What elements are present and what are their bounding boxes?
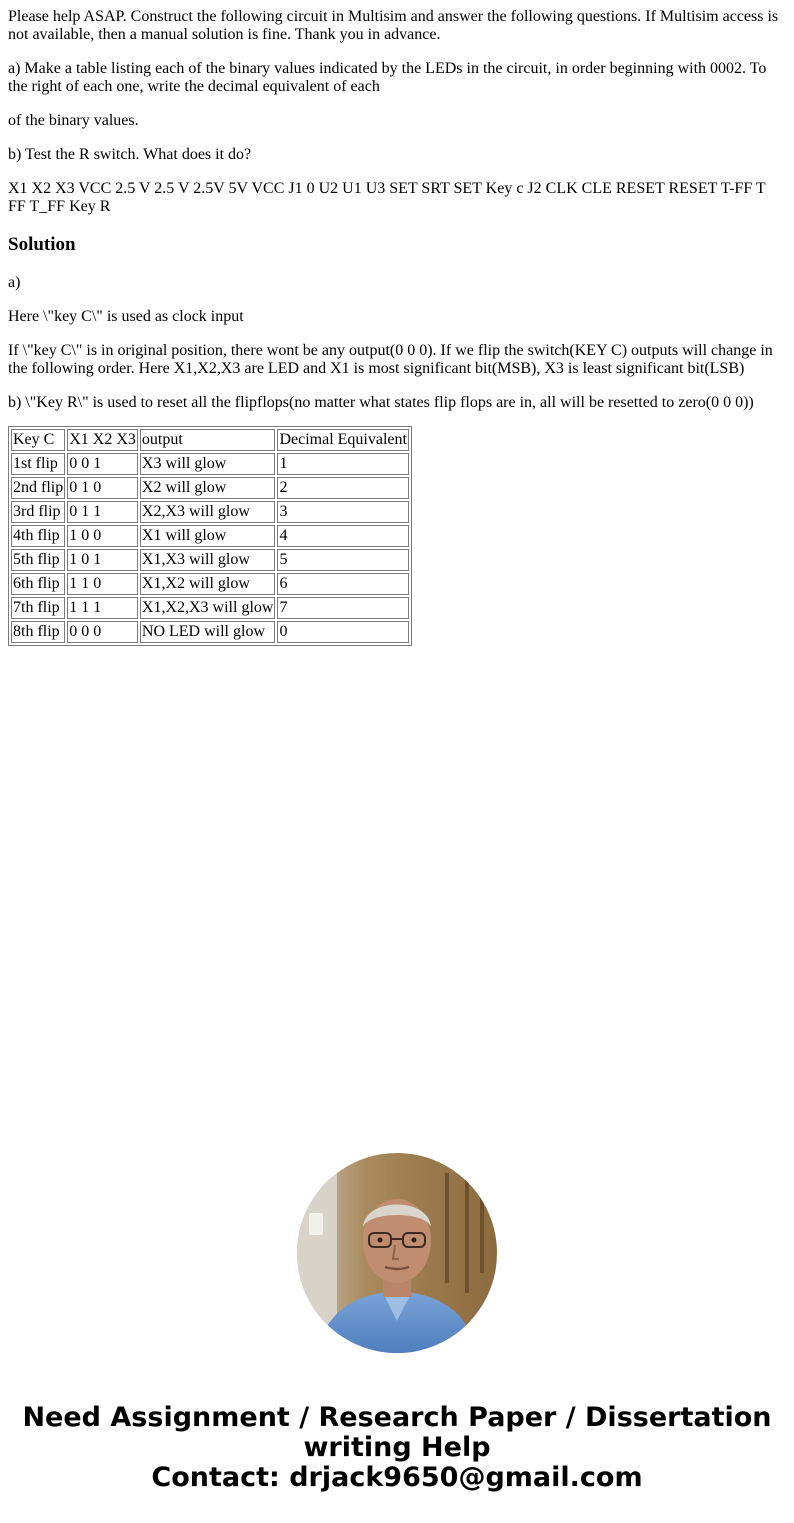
cell-key-c: 7th flip	[11, 597, 65, 619]
cell-bits: 0 1 0	[67, 477, 138, 499]
header-output: output	[140, 429, 276, 451]
cell-key-c: 3rd flip	[11, 501, 65, 523]
cell-key-c: 1st flip	[11, 453, 65, 475]
question-part-b: b) Test the R switch. What does it do?	[8, 146, 252, 163]
solution-a-label: a)	[8, 274, 21, 291]
cell-bits: 1 0 0	[67, 525, 138, 547]
cell-decimal: 7	[277, 597, 409, 619]
question-part-a: a) Make a table listing each of the binary values indicated by the LEDs in the circuit, in order beginning with 0002. To the right of each one, write the decimal equivalent of each	[8, 60, 767, 95]
table-row	[11, 501, 409, 523]
cell-decimal: 3	[277, 501, 409, 523]
author-photo	[297, 1153, 497, 1353]
table-row	[11, 453, 409, 475]
table-row	[11, 525, 409, 547]
promo-banner	[0, 1403, 794, 1493]
cell-output: X1 will glow	[140, 525, 276, 547]
cell-bits: 0 0 0	[67, 621, 138, 643]
question-part-a-continued: of the binary values.	[8, 112, 139, 129]
table-row	[11, 597, 409, 619]
cell-key-c: 6th flip	[11, 573, 65, 595]
cell-decimal: 5	[277, 549, 409, 571]
promo-contact: Contact: drjack9650@gmail.com	[151, 1462, 643, 1493]
cell-bits: 0 1 1	[67, 501, 138, 523]
table-row	[11, 549, 409, 571]
solution-heading: Solution	[8, 234, 76, 255]
cell-key-c: 2nd flip	[11, 477, 65, 499]
promo-line-1: Need Assignment / Research Paper / Dissertation	[22, 1402, 772, 1433]
solution-clock-note: Here \"key C\" is used as clock input	[8, 308, 244, 325]
author-portrait-icon	[297, 1153, 497, 1353]
cell-key-c: 8th flip	[11, 621, 65, 643]
table-row	[11, 477, 409, 499]
cell-key-c: 5th flip	[11, 549, 65, 571]
question-intro: Please help ASAP. Construct the following circuit in Multisim and answer the following questions. If Multisim access is not available, then a manual solution is fine. Thank you in advance.	[8, 8, 779, 43]
table-header-row	[11, 429, 409, 451]
header-key-c: Key C	[11, 429, 65, 451]
cell-decimal: 2	[277, 477, 409, 499]
solution-reset-note: b) \"Key R\" is used to reset all the flipflops(no matter what states flip flops are in, all will be resetted to zero(0 0 0))	[8, 394, 754, 411]
cell-output: NO LED will glow	[140, 621, 276, 643]
cell-output: X2,X3 will glow	[140, 501, 276, 523]
cell-bits: 0 0 1	[67, 453, 138, 475]
cell-decimal: 4	[277, 525, 409, 547]
table-row	[11, 573, 409, 595]
cell-output: X1,X3 will glow	[140, 549, 276, 571]
document-body	[0, 0, 794, 646]
cell-decimal: 1	[277, 453, 409, 475]
cell-output: X2 will glow	[140, 477, 276, 499]
circuit-labels: X1 X2 X3 VCC 2.5 V 2.5 V 2.5V 5V VCC J1 0 U2 U1 U3 SET SRT SET Key c J2 CLK CLE RESET RESET T-FF T FF T_FF Key R	[8, 180, 766, 215]
cell-decimal: 6	[277, 573, 409, 595]
cell-bits: 1 1 0	[67, 573, 138, 595]
promo-line-2: writing Help	[303, 1432, 491, 1463]
cell-output: X1,X2 will glow	[140, 573, 276, 595]
flip-sequence-table	[8, 426, 412, 646]
cell-key-c: 4th flip	[11, 525, 65, 547]
cell-output: X3 will glow	[140, 453, 276, 475]
solution-flip-note: If \"key C\" is in original position, there wont be any output(0 0 0). If we flip the switch(KEY C) outputs will change in the following order. Here X1,X2,X3 are LED and X1 is most significant bit(MSB), X3 is least significant bit(LSB)	[8, 342, 773, 377]
cell-bits: 1 1 1	[67, 597, 138, 619]
cell-decimal: 0	[277, 621, 409, 643]
header-decimal: Decimal Equivalent	[277, 429, 409, 451]
cell-bits: 1 0 1	[67, 549, 138, 571]
cell-output: X1,X2,X3 will glow	[140, 597, 276, 619]
header-bits: X1 X2 X3	[67, 429, 138, 451]
table-row	[11, 621, 409, 643]
